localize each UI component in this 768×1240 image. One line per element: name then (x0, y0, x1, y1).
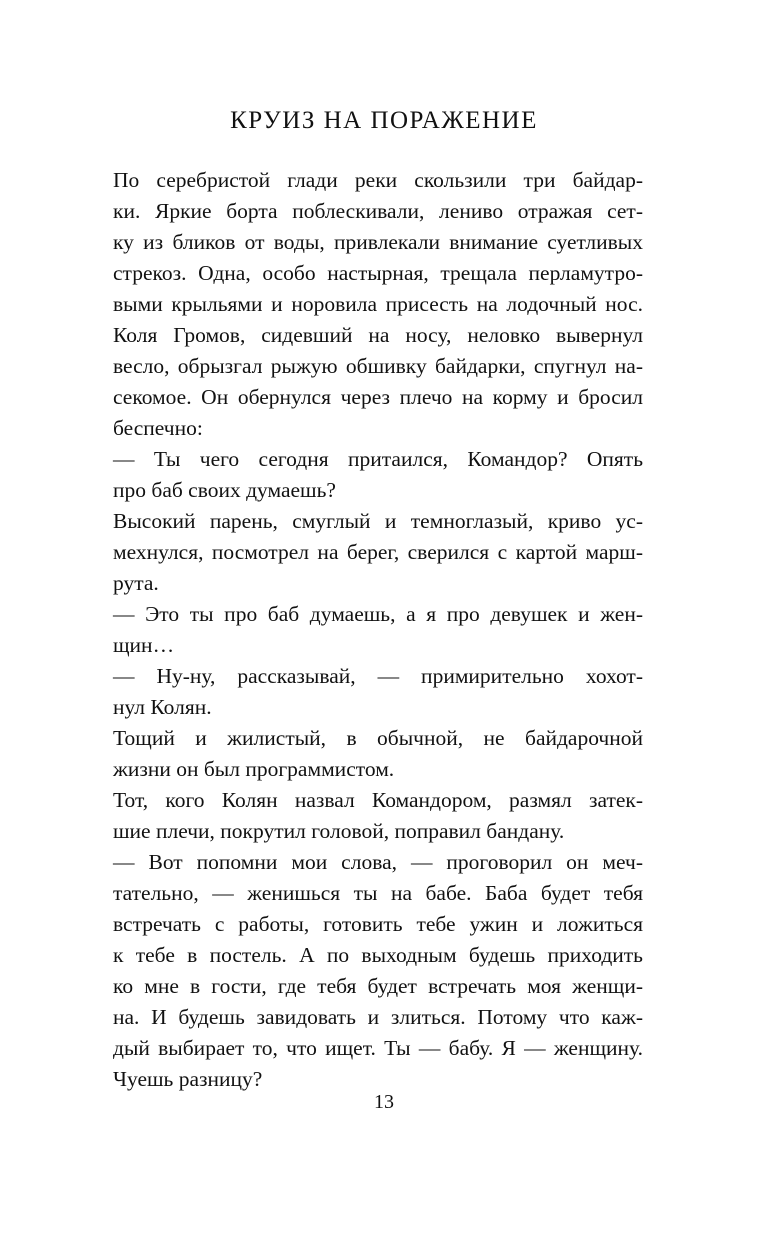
paragraph (113, 444, 643, 506)
chapter-title: КРУИЗ НА ПОРАЖЕНИЕ (230, 107, 538, 134)
text-line: — Ну-ну, рассказывай, — примирительно хохот- (113, 664, 643, 688)
paragraph (113, 320, 643, 444)
text-line: ку из бликов от воды, привлекали внимание суетливых (113, 230, 643, 254)
text-line: на. И будешь завидовать и злиться. Потому что каж- (113, 1005, 643, 1029)
text-line: Тощий и жилистый, в обычной, не байдарочной (113, 726, 643, 750)
text-line: — Ты чего сегодня притаился, Командор? Опять (113, 447, 643, 471)
text-line: щин… (113, 633, 175, 657)
text-line: тательно, — женишься ты на бабе. Баба будет тебя (113, 881, 643, 905)
text-line: нул Колян. (113, 695, 212, 719)
page-number: 13 (374, 1091, 394, 1113)
text-line: про баб своих думаешь? (113, 478, 336, 502)
text-line: стрекоз. Одна, особо настырная, трещала перламутро- (113, 261, 643, 285)
text-line: весло, обрызгал рыжую обшивку байдарки, спугнул на- (113, 354, 643, 378)
text-line: — Вот попомни мои слова, — проговорил он меч- (113, 850, 643, 874)
text-line: Тот, кого Колян назвал Командором, размял затек- (113, 788, 643, 812)
text-line: шие плечи, покрутил головой, поправил бандану. (113, 819, 565, 843)
paragraph (113, 661, 643, 723)
paragraph (113, 506, 643, 599)
text-line: выми крыльями и норовила присесть на лодочный нос. (113, 292, 643, 316)
text-line: ки. Яркие борта поблескивали, лениво отражая сет- (113, 199, 643, 223)
text-line: жизни он был программистом. (113, 757, 395, 781)
text-line: секомое. Он обернулся через плечо на корму и бросил (113, 385, 643, 409)
paragraph (113, 847, 643, 1095)
paragraph (113, 723, 643, 785)
paragraph (113, 165, 643, 320)
text-line: беспечно: (113, 416, 203, 440)
text-line: Чуешь разницу? (113, 1067, 263, 1091)
text-line: Высокий парень, смуглый и темноглазый, криво ус- (113, 509, 643, 533)
text-line: рута. (113, 571, 159, 595)
paragraph (113, 599, 643, 661)
text-line: мехнулся, посмотрел на берег, сверился с картой марш- (113, 540, 643, 564)
paragraph (113, 785, 643, 847)
text-line: По серебристой глади реки скользили три байдар- (113, 168, 643, 192)
text-line: ко мне в гости, где тебя будет встречать моя женщи- (113, 974, 643, 998)
text-line: к тебе в постель. А по выходным будешь приходить (113, 943, 643, 967)
text-line: Коля Громов, сидевший на носу, неловко вывернул (113, 323, 643, 347)
text-line: — Это ты про баб думаешь, а я про девушек и жен- (113, 602, 643, 626)
body-text (113, 165, 643, 1095)
text-line: встречать с работы, готовить тебе ужин и ложиться (113, 912, 643, 936)
text-line: дый выбирает то, что ищет. Ты — бабу. Я — женщину. (113, 1036, 643, 1060)
